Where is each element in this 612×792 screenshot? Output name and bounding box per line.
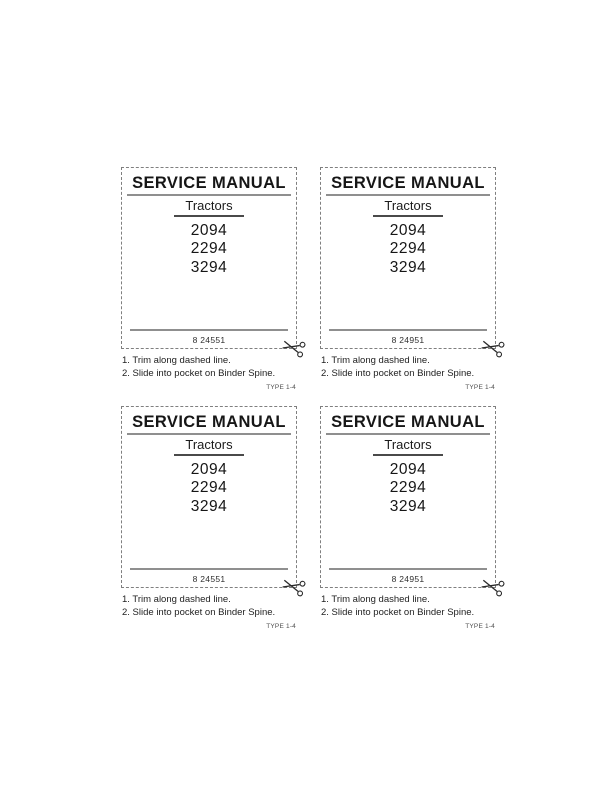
card-title: SERVICE MANUAL <box>331 413 485 431</box>
part-number: 8 24951 <box>391 335 425 345</box>
type-label: TYPE 1-4 <box>465 623 495 630</box>
subtitle-rule <box>174 454 244 456</box>
trim-instructions <box>121 594 297 619</box>
card-title: SERVICE MANUAL <box>331 174 485 192</box>
model-number: 3294 <box>389 258 427 276</box>
part-number: 8 24551 <box>192 335 226 345</box>
insert-card-unit <box>121 406 297 630</box>
subtitle-rule <box>174 215 244 217</box>
part-number: 8 24951 <box>391 574 425 584</box>
trim-instructions <box>121 355 297 380</box>
insert-card-unit <box>320 167 496 391</box>
part-number: 8 24551 <box>192 574 226 584</box>
model-number: 2094 <box>389 221 427 239</box>
card-title: SERVICE MANUAL <box>132 174 286 192</box>
title-rule <box>326 194 490 196</box>
instruction-line: 1. Trim along dashed line. <box>321 355 430 366</box>
title-rule <box>127 433 291 435</box>
card-title: SERVICE MANUAL <box>132 413 286 431</box>
instruction-line: 2. Slide into pocket on Binder Spine. <box>321 606 475 618</box>
trim-card <box>121 167 297 349</box>
title-rule <box>127 194 291 196</box>
trim-instructions <box>320 355 496 380</box>
model-number: 2094 <box>389 460 427 478</box>
model-number: 2294 <box>389 240 427 257</box>
model-list <box>321 461 495 517</box>
model-number: 2294 <box>190 479 228 496</box>
instruction-line: 1. Trim along dashed line. <box>122 355 231 366</box>
model-number: 3294 <box>190 258 228 276</box>
instruction-line: 1. Trim along dashed line. <box>321 594 430 605</box>
card-subtitle: Tractors <box>384 198 432 213</box>
insert-card-unit <box>121 167 297 391</box>
model-number: 3294 <box>190 497 228 515</box>
model-number: 2294 <box>389 479 427 496</box>
model-list <box>122 222 296 278</box>
card-subtitle: Tractors <box>185 437 233 452</box>
model-number: 2294 <box>190 240 228 257</box>
bottom-rule <box>329 568 487 570</box>
bottom-rule <box>130 329 288 331</box>
card-subtitle: Tractors <box>384 437 432 452</box>
insert-card-unit <box>320 406 496 630</box>
model-number: 3294 <box>389 497 427 515</box>
type-label: TYPE 1-4 <box>266 623 296 630</box>
instruction-line: 2. Slide into pocket on Binder Spine. <box>122 367 276 379</box>
trim-instructions <box>320 594 496 619</box>
card-subtitle: Tractors <box>185 198 233 213</box>
trim-card <box>320 167 496 349</box>
model-number: 2094 <box>190 460 228 478</box>
instruction-line: 2. Slide into pocket on Binder Spine. <box>321 367 475 379</box>
instruction-line: 2. Slide into pocket on Binder Spine. <box>122 606 276 618</box>
title-rule <box>326 433 490 435</box>
type-label: TYPE 1-4 <box>465 384 495 391</box>
model-number: 2094 <box>190 221 228 239</box>
trim-card <box>320 406 496 588</box>
bottom-rule <box>329 329 487 331</box>
model-list <box>122 461 296 517</box>
type-label: TYPE 1-4 <box>266 384 296 391</box>
subtitle-rule <box>373 454 443 456</box>
trim-card <box>121 406 297 588</box>
model-list <box>321 222 495 278</box>
bottom-rule <box>130 568 288 570</box>
subtitle-rule <box>373 215 443 217</box>
instruction-line: 1. Trim along dashed line. <box>122 594 231 605</box>
